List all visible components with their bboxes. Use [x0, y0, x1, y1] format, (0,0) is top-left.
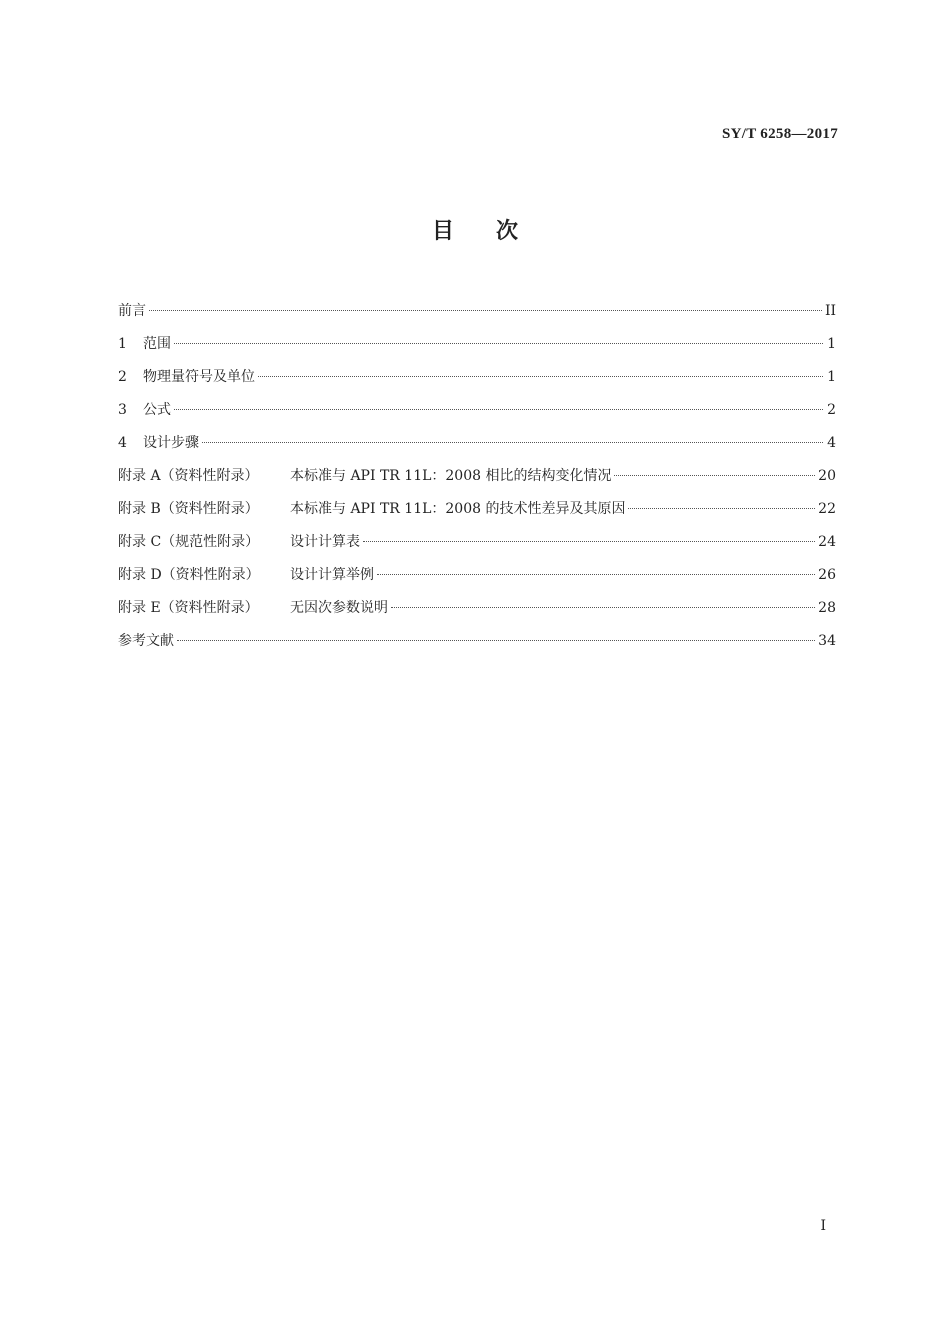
toc-entry-appendix: 附录 A（资料性附录）	[118, 468, 259, 484]
toc-entry-page: 26	[818, 567, 836, 583]
toc-entry-page: 4	[827, 435, 836, 451]
toc-entry-appendix: 附录 C（规范性附录）	[118, 534, 260, 550]
toc-entry-appendix-b[interactable]	[118, 498, 836, 531]
toc-entry-label	[118, 366, 255, 386]
toc-entry-text: 设计计算举例	[290, 567, 374, 583]
toc-entry-scope[interactable]	[118, 333, 836, 366]
toc-dot-leader	[391, 606, 815, 608]
toc-entry-label	[118, 531, 360, 551]
page-number: I	[820, 1218, 826, 1234]
page-title: 目次	[431, 219, 560, 244]
toc-dot-leader	[628, 507, 815, 509]
toc-dot-leader	[377, 573, 815, 575]
toc-entry-page: 28	[818, 600, 836, 616]
toc-entry-label	[118, 597, 388, 617]
toc-dot-leader	[149, 309, 822, 311]
toc-entry-appendix: 附录 B（资料性附录）	[118, 501, 259, 517]
toc-entry-text: 设计计算表	[290, 534, 360, 550]
standard-code: SY/T 6258—2017	[721, 126, 838, 142]
toc-entry-text: 前言	[118, 303, 146, 319]
toc-entry-symbols[interactable]	[118, 366, 836, 399]
toc-dot-leader	[258, 375, 823, 377]
toc-entry-appendix: 附录 D（资料性附录）	[118, 567, 260, 583]
toc-entry-page: 24	[818, 534, 836, 550]
toc-entry-label	[118, 465, 611, 485]
toc-entry-appendix-e[interactable]	[118, 597, 836, 630]
toc-entry-number: 2	[118, 369, 127, 385]
toc-dot-leader	[177, 639, 815, 641]
toc-entry-label	[118, 333, 171, 353]
toc-entry-page: 22	[818, 501, 836, 517]
toc-entry-text: 设计步骤	[143, 435, 199, 451]
toc-entry-text: 物理量符号及单位	[143, 369, 255, 385]
toc-entry-appendix-a[interactable]	[118, 465, 836, 498]
table-of-contents	[118, 300, 836, 663]
toc-dot-leader	[174, 408, 823, 410]
toc-entry-design-steps[interactable]	[118, 432, 836, 465]
toc-entry-text: 本标准与 API TR 11L：2008 的技术性差异及其原因	[290, 501, 626, 517]
toc-dot-leader	[614, 474, 815, 476]
toc-entry-label	[118, 432, 199, 452]
toc-entry-number: 1	[118, 336, 127, 352]
toc-entry-appendix: 附录 E（资料性附录）	[118, 600, 259, 616]
toc-entry-page: 1	[827, 369, 836, 385]
toc-entry-page: 34	[818, 633, 836, 649]
toc-entry-number: 3	[118, 402, 127, 418]
toc-entry-text: 范围	[143, 336, 171, 352]
toc-entry-foreword[interactable]	[118, 300, 836, 333]
toc-entry-text: 参考文献	[118, 633, 174, 649]
toc-entry-number: 4	[118, 435, 127, 451]
toc-entry-label	[118, 564, 374, 584]
toc-entry-label	[118, 300, 146, 320]
toc-entry-page: 2	[827, 402, 836, 418]
toc-entry-references[interactable]	[118, 630, 836, 663]
toc-entry-formulas[interactable]	[118, 399, 836, 432]
toc-dot-leader	[363, 540, 815, 542]
toc-dot-leader	[202, 441, 823, 443]
toc-dot-leader	[174, 342, 823, 344]
toc-entry-label	[118, 399, 171, 419]
toc-entry-text: 公式	[143, 402, 171, 418]
toc-entry-label	[118, 498, 625, 518]
toc-entry-appendix-c[interactable]	[118, 531, 836, 564]
toc-entry-text: 无因次参数说明	[290, 600, 388, 616]
toc-entry-page: 20	[818, 468, 836, 484]
toc-entry-page: II	[824, 303, 836, 319]
toc-entry-page: 1	[827, 336, 836, 352]
toc-entry-text: 本标准与 API TR 11L：2008 相比的结构变化情况	[290, 468, 612, 484]
toc-entry-label	[118, 630, 174, 650]
toc-entry-appendix-d[interactable]	[118, 564, 836, 597]
